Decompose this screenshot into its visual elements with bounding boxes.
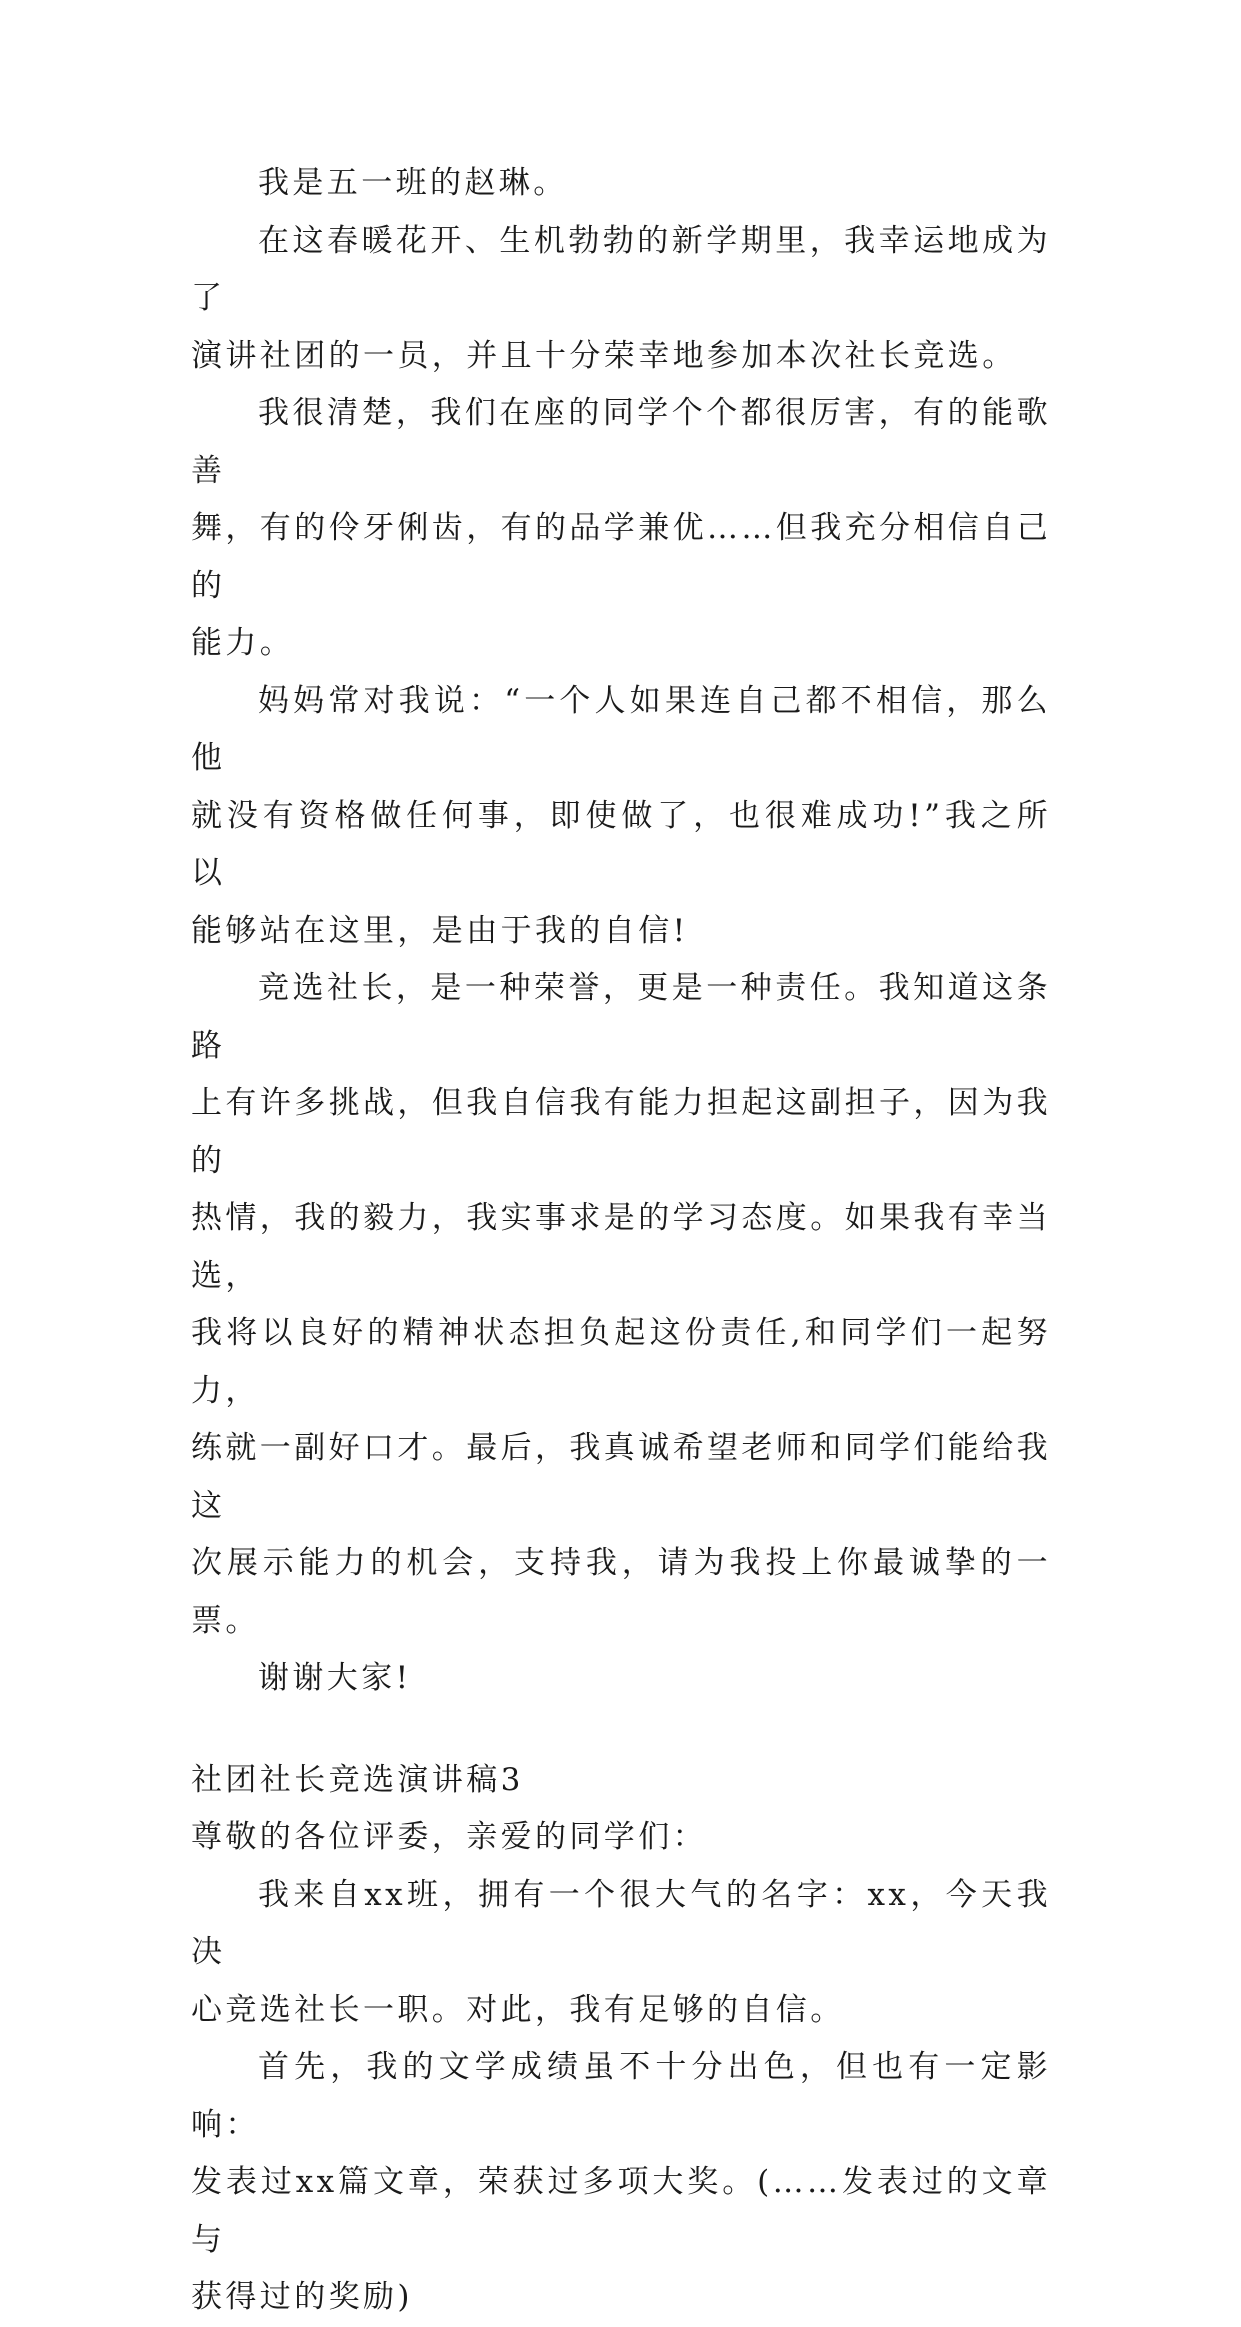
document-page (191, 155, 1051, 2327)
paragraph-new-semester: 在这春暖花开、生机勃勃的新学期里，我幸运地成为了 演讲社团的一员，并且十分荣幸地参加本次社长竞选。 (191, 222, 1051, 374)
paragraph-achievements: 首先，我的文学成绩虽不十分出色，但也有一定影响： 发表过xx篇文章，荣获过多项大奖。(……发表过的文章与 获得过的奖励) (191, 2049, 1051, 2315)
paragraph-responsibility: 竞选社长，是一种荣誉，更是一种责任。我知道这条路 上有许多挑战，但我自信我有能力担起这副担子，因为我的 热情，我的毅力，我实事求是的学习态度。如果我有幸当选， 我将以良好的精神状态担负起这份责任,和同学们一起努力， 练就一副好口才。最后，我真诚希望老师和同学们能给我这 次展示能力的机会，支持我，请为我投上你最诚挚的一票。 (191, 970, 1051, 1639)
salutation: 尊敬的各位评委，亲爱的同学们： (191, 1819, 707, 1855)
paragraph-introduction: 我来自xx班，拥有一个很大气的名字：xx，今天我决 心竞选社长一职。对此，我有足够的自信。 (191, 1876, 1051, 2028)
paragraph-mother-quote: 妈妈常对我说：“一个人如果连自己都不相信，那么他 就没有资格做任何事，即使做了，也很难成功!”我之所以 能够站在这里，是由于我的自信! (191, 682, 1051, 949)
paragraph-classmates: 我很清楚，我们在座的同学个个都很厉害，有的能歌善 舞，有的伶牙俐齿，有的品学兼优……但我充分相信自己的 能力。 (191, 395, 1051, 661)
section-gap (191, 1708, 1051, 1752)
paragraph-thanks: 谢谢大家! (258, 1660, 412, 1696)
section-title: 社团社长竞选演讲稿3 (191, 1761, 524, 1798)
paragraph-self-intro: 我是五一班的赵琳。 (258, 165, 568, 201)
